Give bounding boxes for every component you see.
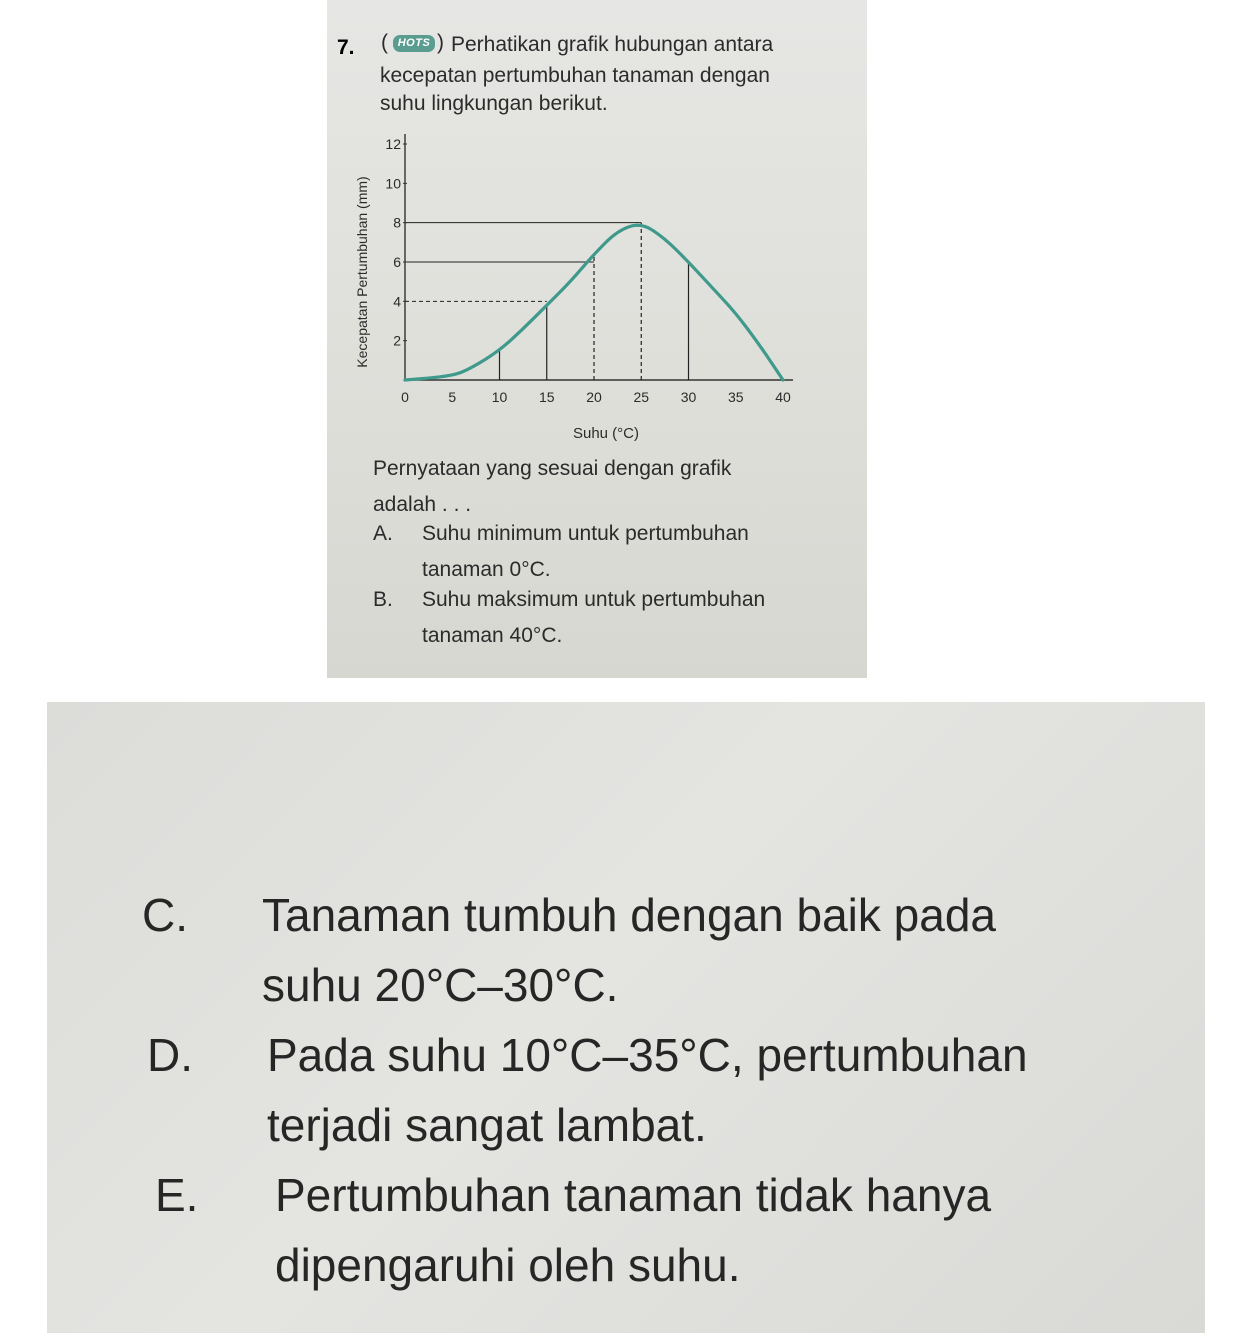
hots-label: HOTS <box>393 35 435 52</box>
option-a-line-1: Suhu minimum untuk pertumbuhan <box>422 522 749 545</box>
chart-svg <box>327 120 867 450</box>
option-d-letter[interactable]: D. <box>147 1029 193 1081</box>
question-photo-bottom <box>47 702 1205 1333</box>
option-b-letter[interactable]: B. <box>373 588 393 611</box>
y-axis-label: Kecepatan Pertumbuhan (mm) <box>354 176 370 368</box>
hots-badge <box>381 31 447 55</box>
question-stem-line-2: kecepatan pertumbuhan tanaman dengan <box>380 64 770 87</box>
question-prompt-line-2: adalah . . . <box>373 493 472 516</box>
option-c-line-1: Tanaman tumbuh dengan baik pada <box>262 889 997 941</box>
option-c-line-2: suhu 20°C–30°C. <box>262 959 619 1011</box>
option-a-letter[interactable]: A. <box>373 522 393 545</box>
x-tick-label-40: 40 <box>775 389 791 405</box>
y-tick-label-6: 6 <box>393 254 401 270</box>
option-a-line-2: tanaman 0°C. <box>422 558 551 581</box>
option-c-letter[interactable]: C. <box>142 889 188 941</box>
y-tick-label-2: 2 <box>393 332 401 349</box>
option-b-line-2: tanaman 40°C. <box>422 624 563 647</box>
question-photo-top <box>327 0 867 678</box>
option-e-line-1: Pertumbuhan tanaman tidak hanya <box>275 1169 992 1221</box>
question-stem-line-3: suhu lingkungan berikut. <box>380 92 608 115</box>
option-e-line-2: dipengaruhi oleh suhu. <box>275 1239 741 1291</box>
option-b-line-1: Suhu maksimum untuk pertumbuhan <box>422 588 766 611</box>
growth-temperature-chart <box>327 120 867 450</box>
x-tick-label-20: 20 <box>586 389 602 405</box>
x-tick-label-30: 30 <box>680 389 697 405</box>
x-tick-label-10: 10 <box>491 389 508 405</box>
option-d-line-2: terjadi sangat lambat. <box>267 1099 707 1151</box>
x-tick-label-15: 15 <box>538 389 555 405</box>
option-d-line-1: Pada suhu 10°C–35°C, pertumbuhan <box>267 1029 1028 1081</box>
x-tick-label-25: 25 <box>633 389 650 405</box>
y-tick-label-10: 10 <box>385 175 401 192</box>
x-tick-label-35: 35 <box>727 389 744 405</box>
badge-open-paren: ( <box>381 31 388 54</box>
question-prompt-line-1: Pernyataan yang sesuai dengan grafik <box>373 457 732 480</box>
y-tick-label-8: 8 <box>393 214 401 231</box>
question-stem-line-1: Perhatikan grafik hubungan antara <box>451 33 774 56</box>
question-number: 7. <box>337 36 355 59</box>
y-tick-label-4: 4 <box>393 293 401 310</box>
y-tick-label-12: 12 <box>385 136 401 152</box>
x-tick-label-5: 5 <box>448 389 457 405</box>
badge-close-paren: ) <box>437 31 444 54</box>
x-tick-label-0: 0 <box>401 389 409 405</box>
option-e-letter[interactable]: E. <box>155 1169 199 1221</box>
x-axis-label: Suhu (°C) <box>572 425 640 442</box>
